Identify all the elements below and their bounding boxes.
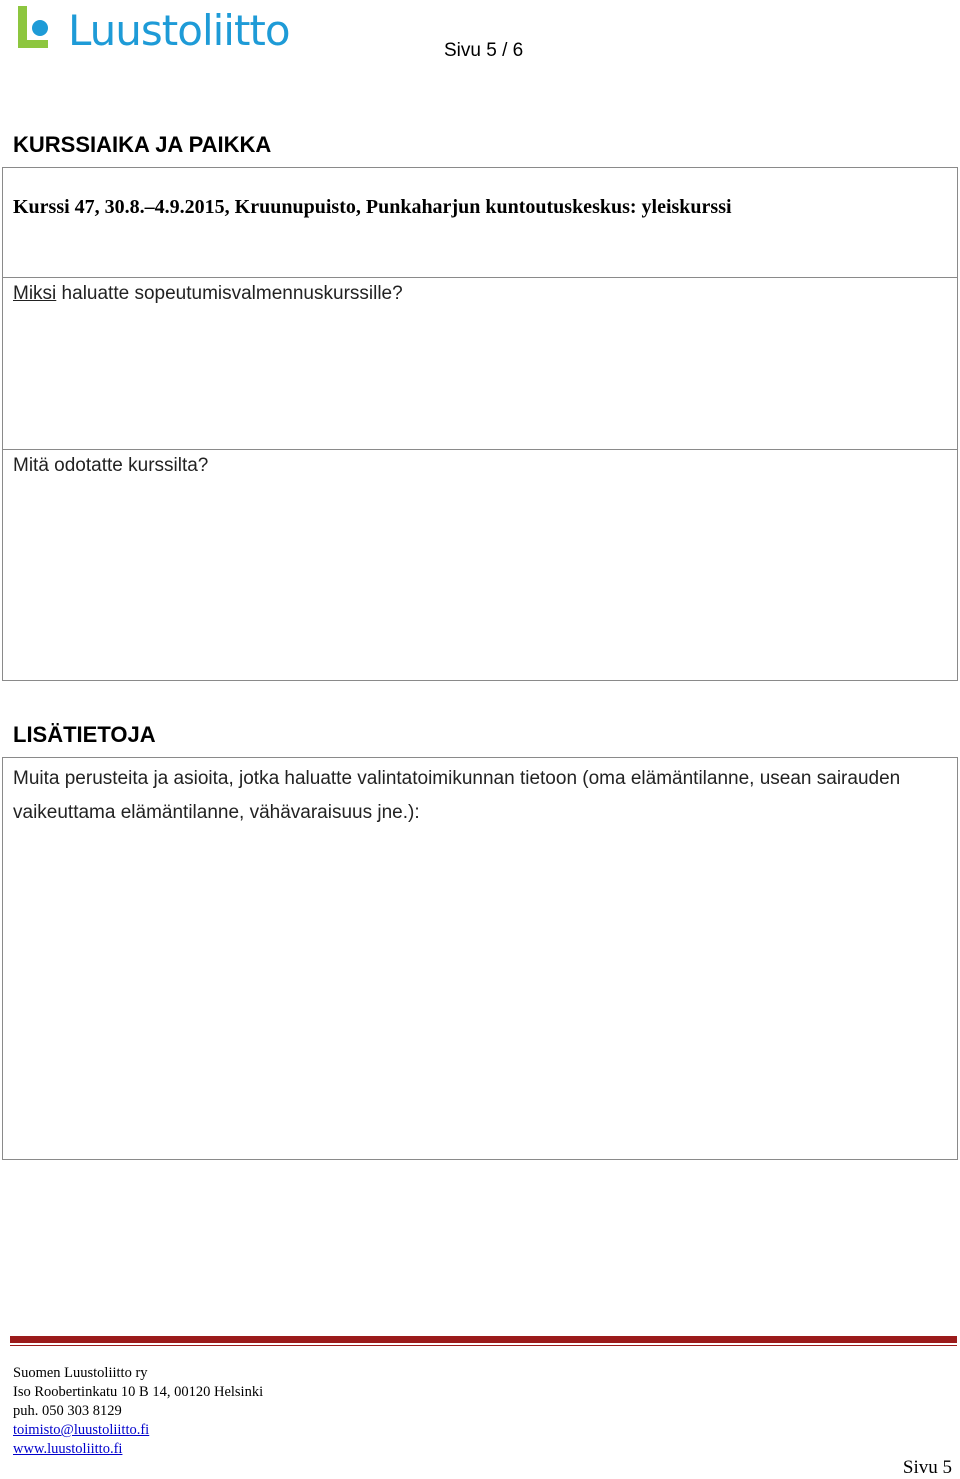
footer-rule-thick (10, 1336, 957, 1343)
course-line: Kurssi 47, 30.8.–4.9.2015, Kruunupuisto, Punkaharjun kuntoutuskeskus: yleiskurssi (13, 196, 732, 218)
footer-page-label: Sivu 5 (902, 1457, 952, 1478)
question-2-label: Mitä odotatte kurssilta? (13, 455, 209, 476)
logo-mark-icon (16, 4, 64, 58)
course-info-box (2, 167, 958, 278)
question-1-rest: haluatte sopeutumisvalmennuskurssille? (56, 283, 403, 304)
luustoliitto-logo (16, 4, 291, 60)
footer-contact (13, 1364, 263, 1459)
footer-organization: Suomen Luustoliitto ry (13, 1365, 148, 1381)
section-title-extra: LISÄTIETOJA (13, 722, 156, 747)
section-title-course: KURSSIAIKA JA PAIKKA (13, 132, 272, 157)
footer-website-link[interactable]: www.luustoliitto.fi (13, 1441, 123, 1457)
footer-phone: puh. 050 303 8129 (13, 1403, 122, 1419)
page-number: Sivu 5 / 6 (444, 40, 524, 61)
question-1-underlined-word: Miksi (13, 283, 57, 304)
question-1-label (13, 283, 403, 305)
question-2-answer-box[interactable] (2, 449, 958, 681)
footer-rule-thin (10, 1345, 957, 1346)
footer-address: Iso Roobertinkatu 10 B 14, 00120 Helsinki (13, 1384, 264, 1400)
extra-info-prompt: Muita perusteita ja asioita, jotka haluatte valintatoimikunnan tietoon (oma elämäntilanne, usean sairauden vaikeuttama elämäntilanne, vähävaraisuus jne.): (13, 768, 901, 823)
footer-email-link[interactable]: toimisto@luustoliitto.fi (13, 1422, 150, 1438)
logo-wordmark: Luustoliitto (68, 6, 290, 55)
